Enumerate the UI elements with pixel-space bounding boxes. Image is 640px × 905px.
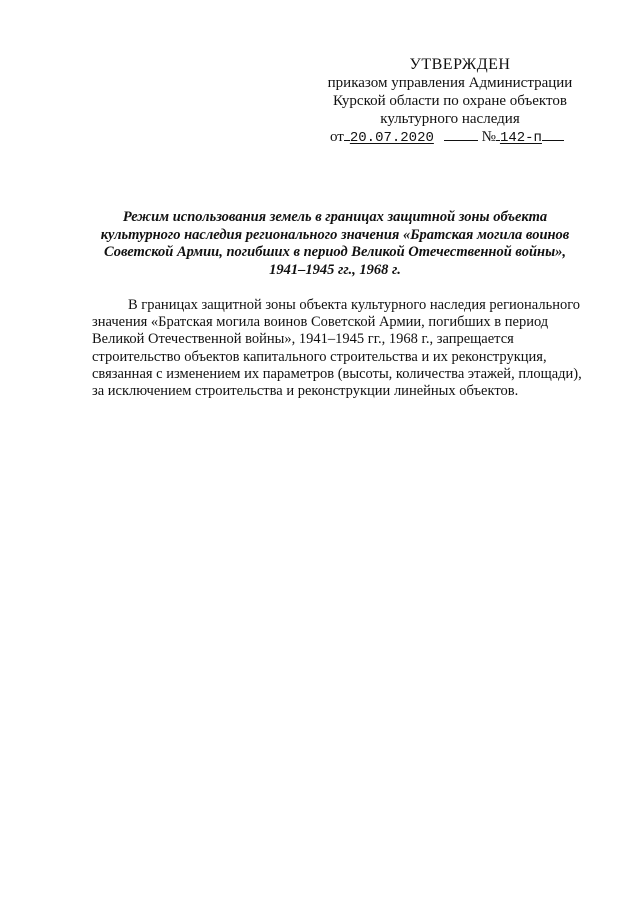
date-prefix: от (330, 129, 344, 145)
number-underline-trail (542, 128, 564, 141)
body-line-5: связанная с изменением их параметров (высоты, количества этажей, площади), (92, 365, 582, 382)
order-number-value: 142-п (499, 130, 542, 146)
body-line-3: Великой Отечественной войны», 1941–1945 гг., 1968 г., запрещается (92, 331, 514, 348)
approved-heading: УТВЕРЖДЕН (409, 56, 511, 73)
date-underline-trail (444, 128, 478, 141)
body-line-4: строительство объектов капитального строительства и их реконструкция, (92, 348, 547, 365)
body-line-2: значения «Братская могила воинов Советской Армии, погибших в период (92, 314, 549, 331)
approval-stamp-block (300, 56, 600, 147)
approval-line-2: Курской области по охране объектов (333, 93, 567, 109)
document-title (80, 209, 590, 279)
body-line-1: В границах защитной зоны объекта культурного наследия регионального (128, 297, 581, 313)
title-line-3: Советской Армии, погибших в период Великой Отечественной войны», (103, 244, 567, 260)
title-line-4: 1941–1945 гг., 1968 г. (269, 261, 401, 278)
title-line-2: культурного наследия регионального значения «Братская могила воинов (100, 226, 570, 243)
order-date-number-line (304, 128, 600, 147)
body-line-6: за исключением строительства и реконструкции линейных объектов. (92, 383, 519, 400)
document-body-paragraph (92, 297, 589, 400)
order-date-value: 20.07.2020 (349, 130, 434, 146)
title-line-1: Режим использования земель в границах защитной зоны объекта (122, 209, 548, 225)
number-prefix: № (481, 129, 496, 145)
approval-line-3: культурного наследия (380, 111, 520, 127)
approval-line-1: приказом управления Администрации (327, 75, 573, 91)
